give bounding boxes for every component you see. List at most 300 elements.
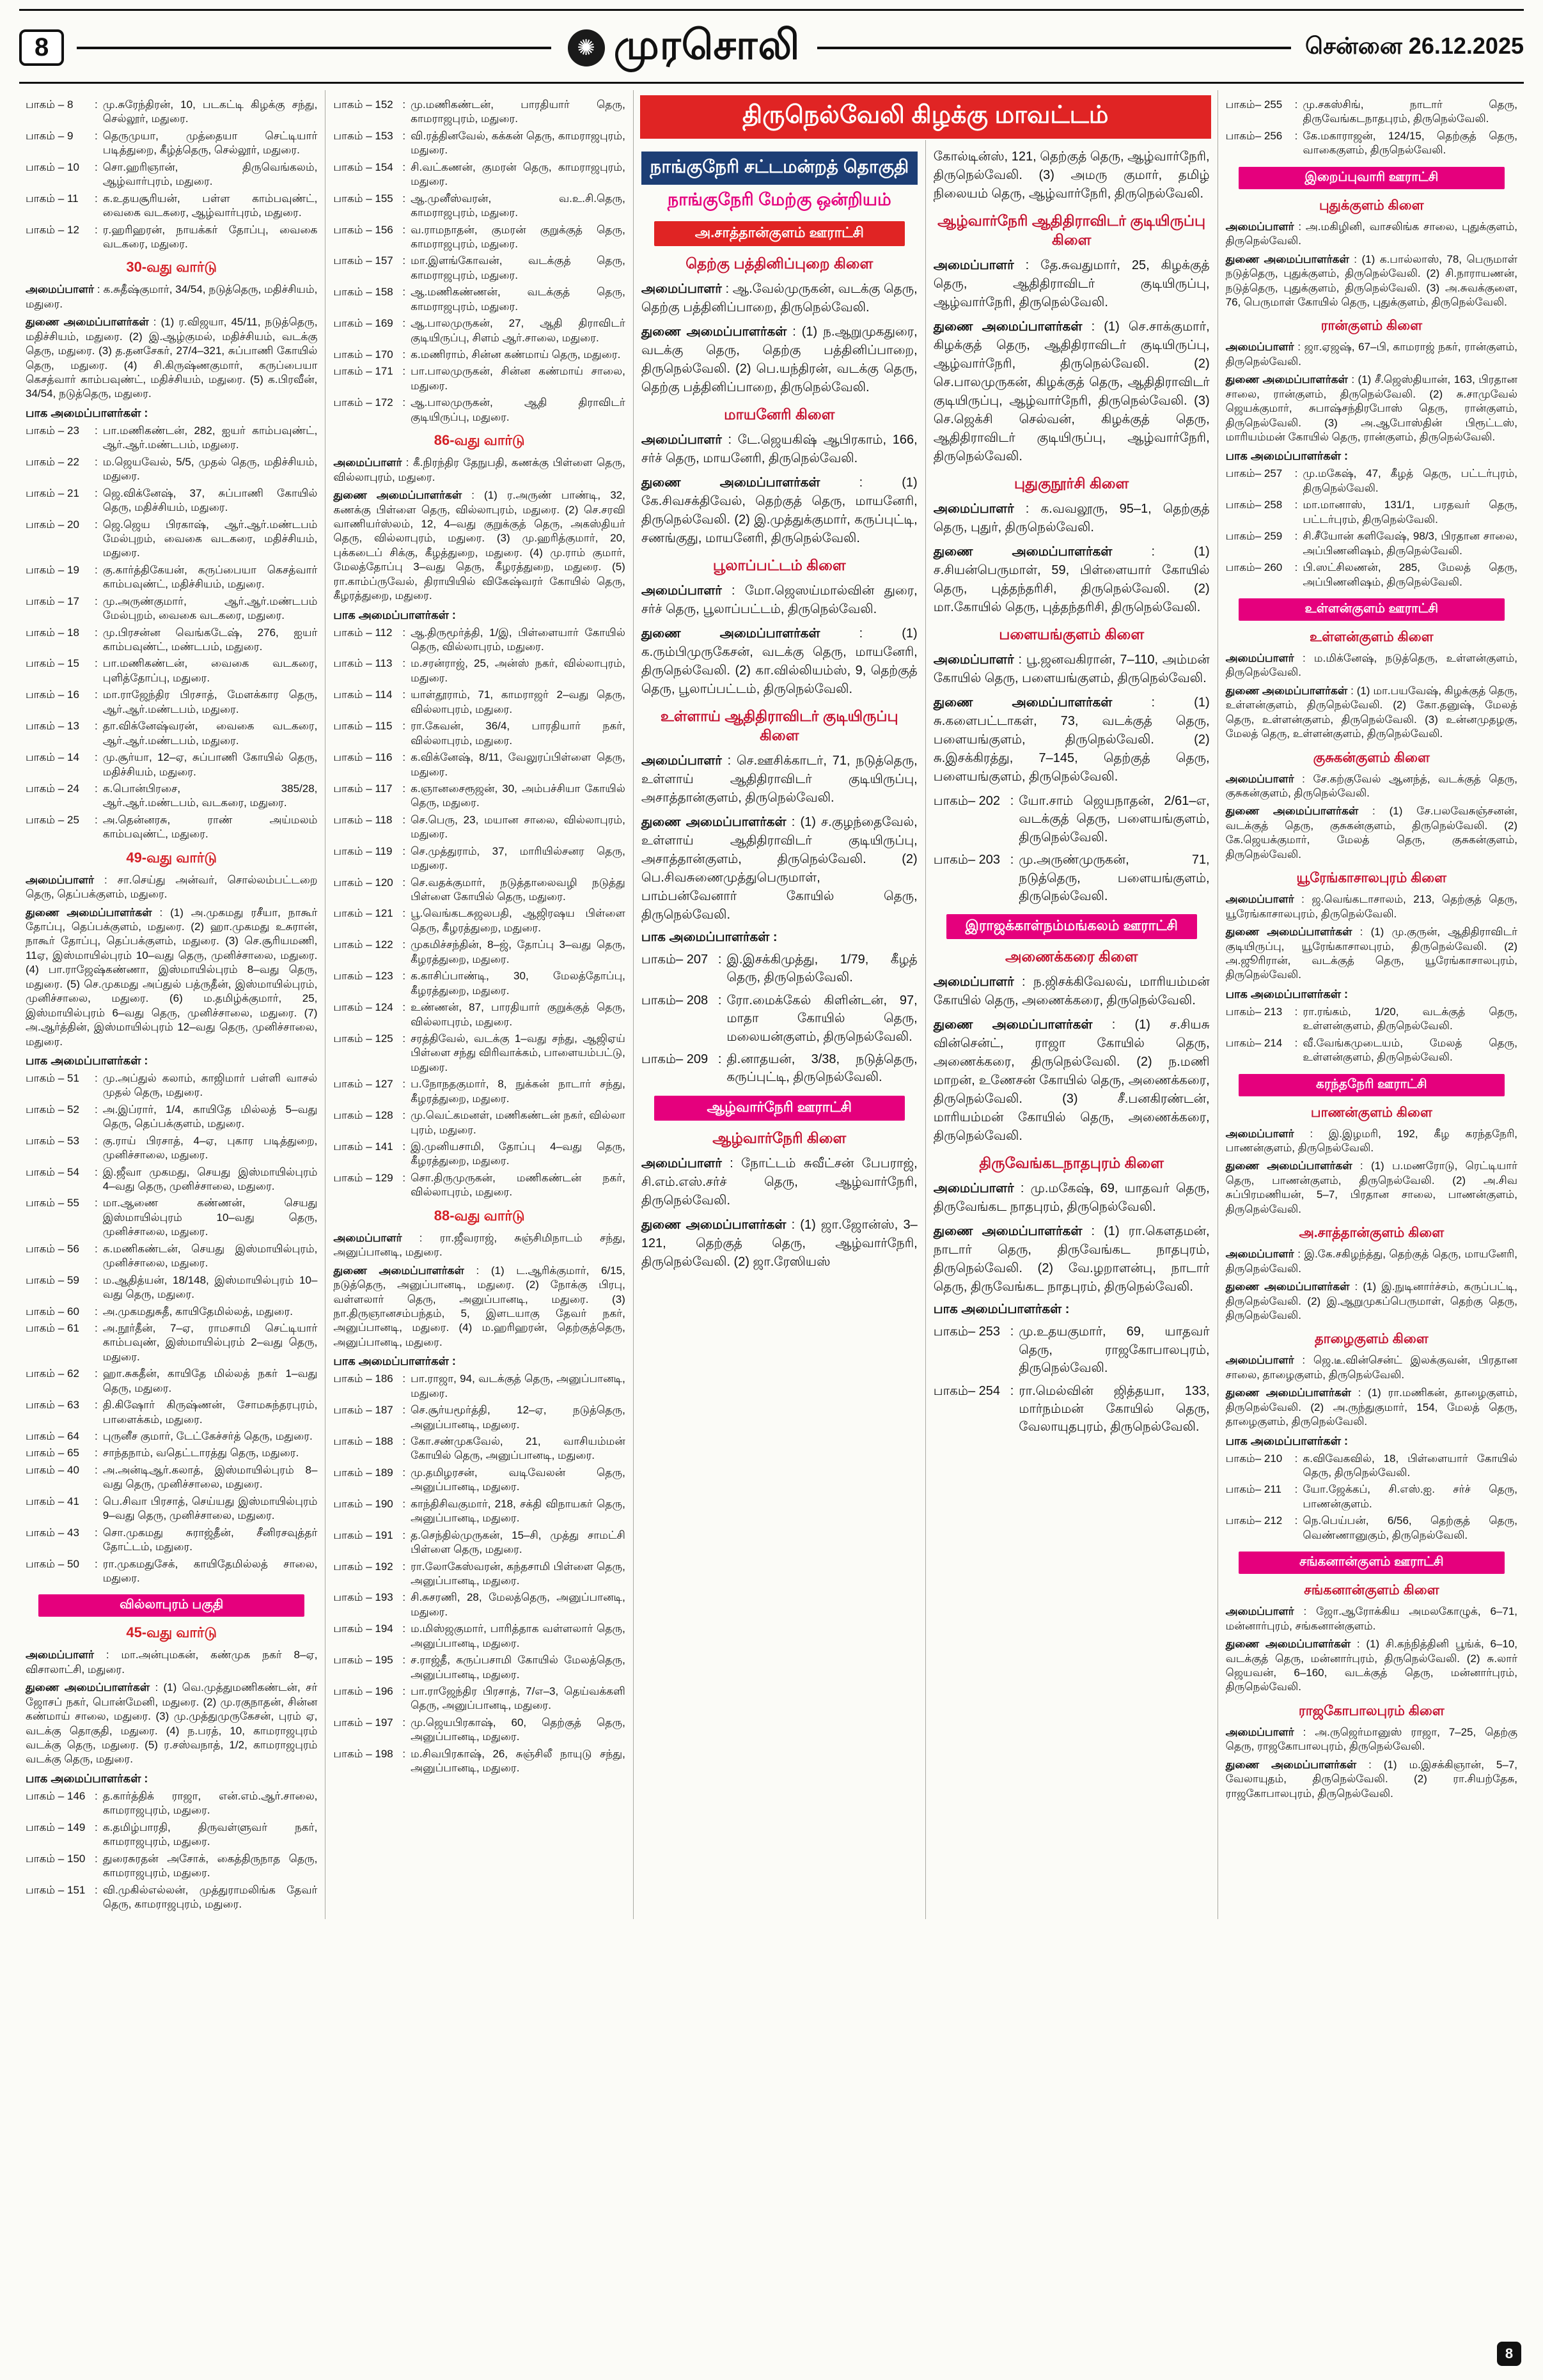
organizer-role-label: அமைப்பாளர் xyxy=(1225,893,1294,906)
header-rule-right xyxy=(817,47,1291,49)
pagam-text: வீ.வேங்கமுடையம், மேலத் தெரு, உள்ளன்குளம், திருநெல்வேலி. xyxy=(1303,1036,1518,1064)
organizer-para: துணை அமைப்பாளர்கள் : (1) ர.விஜயா, 45/11, நடுத்தெரு, மதிச்சியம், மதுரை. (2) இ.ஆழ்குமல், மதிச்சியம், வடக்கு தெரு, மதுரை. (3) த.தனசேகர், 27/4–321, சுப்பாணி கோயில் தெரு, மதுரை. (4) சி.கிருஷ்ணகுமார், கருப்பையா கெசத்வார் காம்பவுண்ட், மதிச்சியம், மதுரை. (5) க.பிரவீன், 34/54, நடுத்தெரு, மதுரை. xyxy=(26,316,318,400)
pagam-text: ஜெ.விக்னேஷ், 37, சுப்பாணி கோயில் தெரு, மதிச்சியம், மதுரை. xyxy=(102,486,318,514)
pagam-text: ஜெ.ஜெய பிரகாஷ், ஆர்.ஆர்.மண்டபம் மேல்புறம், வைகை வடகரை, மதிச்சியம், மதுரை. xyxy=(102,518,318,559)
pagam-text: மு.தமிழரசன், வடிவேலன் தெரு, அனுப்பானடி, மதுரை. xyxy=(411,1466,625,1493)
pagam-entry xyxy=(333,129,625,158)
section-label: பாக அமைப்பாளர்கள் : xyxy=(933,1302,1070,1317)
branch-heading: ஆழ்வார்நேரி கிளை xyxy=(712,1129,847,1146)
organizer-text: (1) க.ரும்பிமுருகேசன், வடக்கு தெரு, மாயனேரி, திருநெல்வேலி. (2) கா.வில்லியம்ஸ், 9, தெற்குத் தெரு, பூலாப்பட்டம், திருநெல்வேலி. xyxy=(641,626,918,696)
pagam-text: துரைசுரதன் அசோக், கைத்திருநாத தெரு, காமராஜபுரம், மதுரை. xyxy=(102,1852,318,1879)
pagam-text: ஆ.பாலமுருகன், ஆதி திராவிடர் குடியிருப்பு, மதுரை. xyxy=(411,396,625,423)
organizer-text: (1) மா.பயவேஷ், கிழக்குத் தெரு, உள்ளன்குளம், திருநெல்வேலி. (2) கோ.தனுஷ், மேலத் தெரு, உள்ளன்குளம், திருநெல்வேலி. (3) உன்னமுதழகு, மேலத் தெரு, உள்ளன்குளம், திருநெல்வேலி. xyxy=(1225,684,1518,740)
pagam-text: செ.சூர்யமூர்த்தி, 12–ஏ, நடுத்தெரு, அனுப்பானடி, மதுரை. xyxy=(411,1404,625,1431)
pagam-number: பாகம்– 254 xyxy=(933,1383,1000,1398)
pagam-entry xyxy=(26,626,317,655)
organizer-para: அமைப்பாளர் : சே.கற்குவேல் ஆனந்த், வடக்குத் தெரு, குசுகன்குளம், திருநெல்வேலி. xyxy=(1225,772,1518,799)
organizer-para: அமைப்பாளர் : பூ.ஜனவகிரான், 7–110, அம்மன் கோயில் தெரு, பளையங்குளம், திருநெல்வேலி. xyxy=(933,653,1210,685)
pagam-colon: : xyxy=(402,1001,406,1014)
pagam-number: பாகம்– 214 xyxy=(1225,1036,1283,1049)
organizer-role-label: அமைப்பாளர் xyxy=(333,1231,402,1244)
organizer-role-label: துணை அமைப்பாளர்கள் xyxy=(641,325,787,339)
organizer-para: அமைப்பாளர் : இ.கே.சகிழந்த்து, தெற்குத் தெரு, மாயனேரி, திருநெல்வேலி. xyxy=(1225,1248,1518,1275)
pagam-entry xyxy=(26,160,317,189)
organizer-text: (1) ர.விஜயா, 45/11, நடுத்தெரு, மதிச்சியம், மதுரை. (2) இ.ஆழ்குமல், மதிச்சியம், வடக்கு தெரு, மதுரை. (3) த.தனசேகர், 27/4–321, சுப்பாணி கோயில் தெரு, மதுரை. (4) சி.கிருஷ்ணகுமார், கருப்பையா கெசத்வார் காம்பவுண்ட், மதிச்சியம், மதுரை. (5) க.பிரவீன், 34/54, நடுத்தெரு, மதுரை. xyxy=(26,316,318,400)
pagam-number: பாகம் – 120 xyxy=(333,876,393,889)
pagam-colon: : xyxy=(95,518,98,531)
pagam-text: காந்திசிவகுமார், 218, சக்தி விநாயகர் தெரு, அனுப்பானடி, மதுரை. xyxy=(411,1497,625,1525)
pagam-text: பூ.வெங்கடசுஜலபதி, ஆஜிரஷய பிள்ளை தெரு, கீழரத்துறை, மதுரை. xyxy=(411,907,625,934)
organizer-role-label: அமைப்பாளர் xyxy=(1225,220,1294,233)
organizer-para: துணை அமைப்பாளர்கள் : (1) மு.குருன், ஆதிதிராவிடர் குடியிருப்பு, யூரேங்காசாலபுரம், திருநெல்வேலி. (2) அ.ஜூரிரான், வடக்குத் தெரு, யூரேங்காசாலபுரம், திருநெல்வேலி. xyxy=(1225,926,1518,981)
pagam-text: ரா.ரங்கம், 1/20, வடக்குத் தெரு, உள்ளன்குளம், திருநெல்வேலி. xyxy=(1303,1005,1518,1032)
panchayat-heading: வில்லாபுரம் பகுதி xyxy=(38,1594,304,1617)
branch-heading: சங்கனான்குளம் கிளை xyxy=(1304,1583,1439,1598)
pagam-colon: : xyxy=(402,254,406,267)
organizer-para: அமைப்பாளர் : இ.இழமரி, 192, கீழ கரந்தநேரி, பாணன்குளம், திருநெல்வேலி. xyxy=(1225,1127,1518,1154)
pagam-entry xyxy=(26,782,317,811)
organizer-para: துணை அமைப்பாளர்கள் : (1) வெ.முத்துமணிகண்டன், சர் ஜோசப் நகர், பொன்மேனி, மதுரை. (2) மு.ரகுநாதன், சின்ன கண்மாய் சாலை, மதுரை. (3) மு.முத்துமுருகேசன், புரம் ஏ, வடக்கு தொகுதி, மதுரை. (4) ந.பரத், 10, காமராஜபுரம் வடக்கு தெரு, மதுரை. (5) ர.சஸ்வநாத், 1/2, காமராஜபுரம் வடக்கு தெரு, மதுரை. xyxy=(26,1681,318,1766)
murasoli-logo-icon: ✺ xyxy=(568,29,605,66)
organizer-text: (1) அ.முகமது ரசீயா, நாகூர் தோப்பு, தெப்பக்குளம், மதுரை. (2) ஹா.முகமது உசுரான், நாகூர் தோப்பு, தெப்பக்குளம், மதுரை. (3) செ.சூரியமணி, 11ஏ, இஸ்மாயில்புரம் 10–வது தெரு, முனிச்சாலை, மதுரை. (4) பா.ராஜேஷ்கண்ணா, இஸ்மாயில்புரம் 8–வது தெரு, மதுரை. (5) செ.முகமது அப்துல் பத்ருதீன், இஸ்மாயில்புரம், முனிச்சாலை, மதுரை. (6) ம.தமிழ்க்குமார், 25, இஸ்மாயில்புரம் 6–வது தெரு, முனிச்சாலை, மதுரை. (7) அ.ஆர்த்தின், இஸ்மாயில்புரம் 12–வது தெரு, முனிச்சாலை, மதுரை. xyxy=(26,906,318,1048)
pagam-colon: : xyxy=(402,782,406,795)
pagam-entry xyxy=(333,1032,625,1075)
organizer-text: (1) சே.பலவேசுஞ்சனன், வடக்குத் தெரு, குசுகன்குளம், திருநெல்வேலி. (2) கே.ஜெயக்குமார், மேலத் தெரு, குசுகன்குளம், திருநெல்வேலி. xyxy=(1225,805,1518,860)
pagam-number: பாகம் – 189 xyxy=(333,1466,393,1479)
pagam-colon: : xyxy=(402,876,406,889)
organizer-text: டே.ஜெயகிஷ் ஆபிரகாம், 166, சர்ச் தெரு, மாயனேரி, திருநெல்வேலி. xyxy=(641,433,918,465)
pagam-colon: : xyxy=(717,953,722,967)
pagam-entry xyxy=(333,1171,625,1200)
pagam-number: பாகம் – 25 xyxy=(26,813,79,826)
pagam-number: பாகம் – 123 xyxy=(333,970,393,983)
pagam-text: த.கார்த்திக் ராஜா, என்.எம்.ஆர்.சாலை, காமராஜபுரம், மதுரை. xyxy=(102,1789,318,1817)
branch-heading: யூரேங்காசாலபுரம் கிளை xyxy=(1296,871,1447,886)
pagam-colon: : xyxy=(95,688,98,701)
organizer-para: அமைப்பாளர் : ஜ.வெங்கடாசாலம், 213, தெற்குத் தெரு, யூரேங்காசாலபுரம், திருநெல்வேலி. xyxy=(1225,893,1518,920)
masthead-title: முரசொலி xyxy=(613,22,801,68)
organizer-para: துணை அமைப்பாளர்கள் : (1) க.பால்லாஸ், 78, பெருமாள் நடுத்தெரு, புதுக்குளம், திருநெல்வேலி. (2) சி.நாராயணன், நடுத்தெரு, புதுக்குளம், திருநெல்வேலி. (3) அ.சுவக்குளை, 76, பெருமாள் கோயில் தெரு, புதுக்குளம், திருநெல்வேலி. xyxy=(1225,253,1518,308)
pagam-colon: : xyxy=(717,993,722,1007)
pagam-number: பாகம் – 53 xyxy=(26,1134,79,1147)
pagam-text: சரத்திவேல், வடக்கு 1–வது சந்து, ஆஜிஏய் பிள்ளை சந்து விரிவாக்கம், பாளையம்பட்டு, மதுரை. xyxy=(411,1032,625,1073)
pagam-number: பாகம் – 196 xyxy=(333,1685,393,1697)
page-number-left: 8 xyxy=(19,29,64,66)
pagam-colon: : xyxy=(402,160,406,173)
section-label: பாக அமைப்பாளர்கள் : xyxy=(26,406,148,419)
pagam-colon: : xyxy=(1010,1383,1014,1398)
page-number-bottom: 8 xyxy=(1497,2342,1521,2366)
pagam-colon: : xyxy=(402,1654,406,1667)
pagam-entry xyxy=(26,1429,317,1443)
pagam-entry xyxy=(1226,129,1517,158)
section-label: பாக அமைப்பாளர்கள் : xyxy=(1225,987,1349,1000)
organizer-role-label: அமைப்பாளர் xyxy=(26,873,95,886)
pagam-number: பாகம்– 210 xyxy=(1225,1452,1283,1465)
organizer-para: துணை அமைப்பாளர்கள் : (1) சீ.ஜெஸ்தியான், 163, பிரதான சாலை, ரான்குளம், திருநெல்வேலி. (2) சு.சாமுவேல் ஜெயக்குமார், சுபாஷ்சந்திரபோஸ் தெரு, ரான்குளம், திருநெல்வேலி. (3) அ.ஆபோஸ்தின் பிரூட்டஸ், மாரியம்மன் கோயில் தெரு, ரான்குளம், திருநெல்வேலி. xyxy=(1225,373,1518,443)
branch-heading: புதுகுநூர்சி கிளை xyxy=(1014,475,1129,492)
pagam-text: செ.வதக்குமார், நடுத்தாலைவழி நடுத்து பிள்ளை கோயில் தெரு, மதுரை. xyxy=(411,876,625,903)
organizer-text: ரா.ஜீவராஜ், சுஞ்சிமிநாடம் சந்து, அனுப்பானடி, மதுரை. xyxy=(333,1231,625,1259)
section-label: பாக அமைப்பாளர்கள் : xyxy=(1225,449,1349,463)
pagam-text: ஆ.திருமூர்த்தி, 1/இ, பிள்ளையார் கோயில் தெரு, வில்லாபுரம், மதுரை. xyxy=(411,626,625,653)
pagam-number: பாகம் – 118 xyxy=(333,813,393,826)
pagam-number: பாகம் – 158 xyxy=(333,286,393,299)
pagam-entry xyxy=(26,1367,317,1396)
organizer-para: துணை அமைப்பாளர்கள் : (1) ம.இசக்கிஞான், 5–7, வேலாயுதம், திருநெல்வேலி. (2) ரா.சியற்தேசு, ராஜகோபாலபுரம், திருநெல்வேலி. xyxy=(1225,1758,1518,1800)
organizer-para: அமைப்பாளர் : சா.செய்து அன்வர், சொல்லம்பட்டறை தெரு, தெப்பக்குளம், மதுரை. xyxy=(26,873,318,901)
pagam-number: பாகம்– 202 xyxy=(933,794,1000,808)
pagam-number: பாகம் – 125 xyxy=(333,1032,393,1045)
pagam-text: ப.நோநதகுமார், 8, நுக்கன் நாடார் சந்து, கீழரத்துறை, மதுரை. xyxy=(411,1078,625,1105)
pagam-entry xyxy=(1226,1482,1517,1511)
pagam-number: பாகம் – 115 xyxy=(333,720,393,733)
organizer-text: ந.ஜிசக்கிவேலவ், மாரியம்மன் கோயில் தெரு, அணைக்கரை, திருநெல்வேலி. xyxy=(933,975,1210,1008)
pagam-entry xyxy=(333,254,625,283)
pagam-text: ர.ஹரிஹரன், நாயக்கர் தோப்பு, வைகை வடகரை, மதுரை. xyxy=(102,223,318,250)
pagam-entry xyxy=(26,486,317,515)
pagam-number: பாகம் – 188 xyxy=(333,1435,393,1447)
pagam-number: பாகம் – 127 xyxy=(333,1078,393,1091)
pagam-entry xyxy=(333,1140,625,1169)
pagam-colon: : xyxy=(95,1305,98,1318)
pagam-entry xyxy=(26,1242,317,1271)
pagam-colon: : xyxy=(402,1622,406,1635)
organizer-para: துணை அமைப்பாளர்கள் : (1) அ.முகமது ரசீயா, நாகூர் தோப்பு, தெப்பக்குளம், மதுரை. (2) ஹா.முகமது உசுரான், நாகூர் தோப்பு, தெப்பக்குளம், மதுரை. (3) செ.சூரியமணி, 11ஏ, இஸ்மாயில்புரம் 10–வது தெரு, முனிச்சாலை, மதுரை. (4) பா.ராஜேஷ்கண்ணா, இஸ்மாயில்புரம் 8–வது தெரு, மதுரை. (5) செ.முகமது அப்துல் பத்ருதீன், இஸ்மாயில்புரம், முனிச்சாலை, மதுரை. (6) ம.தமிழ்க்குமார், 25, இஸ்மாயில்புரம் 6–வது தெரு, முனிச்சாலை, மதுரை. (7) அ.ஆர்த்தின், இஸ்மாயில்புரம் 12–வது தெரு, முனிச்சாலை, மதுரை. xyxy=(26,906,318,1048)
pagam-number: பாகம் – 197 xyxy=(333,1716,393,1729)
pagam-number: பாகம் – 116 xyxy=(333,751,393,764)
pagam-entry xyxy=(26,751,317,779)
panchayat-heading: இறைப்புவாரி ஊராட்சி xyxy=(1239,167,1505,189)
pagam-number: பாகம் – 153 xyxy=(333,129,393,142)
pagam-text: த.செந்தில்முருகன், 15–சி, முத்து சாமட்சி பிள்ளை தெரு, மதுரை. xyxy=(411,1528,625,1556)
pagam-number: பாகம் – 193 xyxy=(333,1591,393,1604)
pagam-colon: : xyxy=(402,1528,406,1541)
pagam-entry xyxy=(26,1526,317,1555)
pagam-entry xyxy=(26,1305,317,1319)
pagam-colon: : xyxy=(402,1716,406,1729)
organizer-role-label: துணை அமைப்பாளர்கள் xyxy=(933,320,1083,334)
pagam-colon: : xyxy=(402,192,406,205)
pagam-entry xyxy=(333,364,625,393)
pagam-text: சொ.ஹரிஞான், திருவெங்கலம், ஆழ்வார்புரம், மதுரை. xyxy=(102,160,318,188)
organizer-para: துணை அமைப்பாளர்கள் : (1) ந.ஆறுமுகதுரை, வடக்கு தெரு, தெற்கு பத்தினிப்பாறை, திருநெல்வேலி. (2) பெ.யந்திரன், வடக்கு தெரு, தெற்கு பத்தினிப்பாறை, திருநெல்வேலி. xyxy=(641,325,918,394)
branch-heading: அணைக்கரை கிளை xyxy=(1005,948,1138,965)
organizer-text: (1) சீ.ஜெஸ்தியான், 163, பிரதான சாலை, ரான்குளம், திருநெல்வேலி. (2) சு.சாமுவேல் ஜெயக்குமார், சுபாஷ்சந்திரபோஸ் தெரு, ரான்குளம், திருநெல்வேலி. (3) அ.ஆபோஸ்தின் பிரூட்டஸ், மாரியம்மன் கோயில் தெரு, ரான்குளம், திருநெல்வேலி. xyxy=(1225,373,1518,443)
ward-heading: 86-வது வார்டு xyxy=(434,432,525,449)
pagam-entry xyxy=(26,424,317,453)
pagam-number: பாகம் – 15 xyxy=(26,657,79,670)
organizer-role-label: அமைப்பாளர் xyxy=(641,584,722,598)
organizer-para: துணை அமைப்பாளர்கள் : (1) ச.சியன்பெருமாள், 59, பிள்ளையார் கோயில் தெரு, புத்தந்தரிசி, திருநெல்வேலி. (2) மா.கோயில் தெரு, புத்தந்தரிசி, திருநெல்வேலி. xyxy=(933,545,1210,614)
organizer-role-label: துணை அமைப்பாளர்கள் xyxy=(26,316,149,329)
organizer-role-label: துணை அமைப்பாளர்கள் xyxy=(1225,373,1348,386)
organizer-para: துணை அமைப்பாளர்கள் : (1) ரா.கௌதமன், நாடார் தெரு, திருவேங்கட நாதபுரம், திருநெல்வேலி. (2) வே.ழறாளன்பு, நாடார் தெரு, திருவேங்கட நாதபுரம், திருநெல்வேலி. xyxy=(933,1224,1210,1295)
header-bottom-rule xyxy=(19,82,1524,84)
pagam-colon: : xyxy=(402,1171,406,1184)
pagam-text: மு.அருண்முருகன், 71, நடுத்தெரு, பளையங்குளம், திருநெல்வேலி. xyxy=(1019,853,1210,903)
pagam-number: பாகம் – 155 xyxy=(333,192,393,205)
pagam-colon: : xyxy=(402,1404,406,1417)
pagam-number: பாகம் – 191 xyxy=(333,1528,393,1541)
pagam-entry xyxy=(333,844,625,873)
pagam-entry xyxy=(26,595,317,623)
pagam-entry xyxy=(934,792,1210,846)
pagam-number: பாகம் – 64 xyxy=(26,1430,79,1442)
pagam-text: ம.மிஸ்ஜகுமார், பாரித்தாக வள்ளலார் தெரு, அனுப்பானடி, மதுரை. xyxy=(411,1622,625,1649)
pagam-colon: : xyxy=(402,1109,406,1122)
organizer-para: அமைப்பாளர் : தே.சுவதுமார், 25, கிழக்குத் தெரு, ஆதிதிராவிடர் குடியிருப்பு, ஆழ்வார்நேரி, திருநெல்வேலி. xyxy=(933,258,1210,309)
organizer-para: துணை அமைப்பாளர்கள் : (1) ச.குழந்தைவேல், உள்ளாய் ஆதிதிராவிடர் குடியிருப்பு, அசாத்தான்குளம், திருநெல்வேலி. (2) பெ.சிவசுணைமுத்துபெருமாள், பாம்பன்வேனார் கோயில் தெரு, திருநெல்வேலி. xyxy=(641,815,918,922)
pagam-text: க.ஞானசைரூஜன், 30, அம்பச்சியா கோயில் தெரு, மதுரை. xyxy=(411,782,625,809)
pagam-entry xyxy=(26,657,317,685)
pagam-number: பாகம் – 150 xyxy=(26,1852,86,1865)
organizer-para: அமைப்பாளர் : ஜெ.டீ.வின்சென்ட் இலக்குவன், பிரதான சாலை, தாழைகுளம், திருநெல்வேலி. xyxy=(1225,1354,1518,1381)
branch-heading: பூலாப்பட்டம் கிளை xyxy=(712,557,846,573)
pagam-text: க.விக்னேஷ், 8/11, வேலுரப்பிள்ளை தெரு, மதுரை. xyxy=(411,751,625,778)
pagam-text: ச.ராஜ்தீ, கருப்பசாமி கோயில் மேலத்தெரு, அனுப்பானடி, மதுரை. xyxy=(411,1654,625,1681)
pagam-text: யோ.ஜேக்கப், சி.எஸ்.ஐ. சர்ச் தெரு, பாணன்குளம். xyxy=(1303,1483,1518,1510)
pagam-colon: : xyxy=(402,657,406,670)
pagam-colon: : xyxy=(1294,1036,1298,1049)
pagam-text: ரோ.மைக்கேல் கிளின்டன், 97, மாதா கோயில் தெரு, மலையன்குளம், திருநெல்வேலி. xyxy=(726,993,918,1044)
pagam-entry xyxy=(26,563,317,592)
pagam-text: யாள்தூராம், 71, காமராஜர் 2–வது தெரு, வில்லாபுரம், மதுரை. xyxy=(411,688,625,715)
panchayat-heading: சங்கனான்குளம் ஊராட்சி xyxy=(1239,1552,1505,1574)
pagam-number: பாகம் – 156 xyxy=(333,223,393,236)
pagam-number: பாகம் – 10 xyxy=(26,160,79,173)
pagam-text: சி.வட்கணன், குமரன் தெரு, காமராஜபுரம், மதுரை. xyxy=(411,160,625,188)
organizer-para: அமைப்பாளர் : செ.ஊசிக்காடர், 71, நடுத்தெரு, உள்ளாய் ஆதிதிராவிடர் குடியிருப்பு, அசாத்தான்குளம், திருநெல்வேலி. xyxy=(641,754,918,805)
pagam-colon: : xyxy=(95,1430,98,1442)
pagam-colon: : xyxy=(402,1591,406,1604)
pagam-text: தி.னாதயன், 3/38, நடுத்தெரு, கருப்புட்டி, திருநெல்வேலி. xyxy=(726,1052,918,1085)
pagam-number: பாகம் – 11 xyxy=(26,192,79,205)
pagam-entry xyxy=(26,1165,317,1194)
organizer-text: (1) ர.அருண் பாண்டி, 32, கணக்கு பிள்ளை தெரு, வில்லாபுரம், மதுரை. (2) செ.சரவி வாணியர்ஸ்லம், 12, 4–வது குறுக்குத் தெரு, அகஸ்தியர் தெரு, வில்லாபுரம், மதுரை. (3) மு.ஹரித்குமார், 20, புக்கடைப் சிக்கு, கீழத்துறை, மதுரை. (4) மு.ராம் குமார், மேலத்தோப்பு 3–வது தெரு, கீழரத்துறை, மதுரை. (5) ரா.காம்ப்ருவேல், திராயியில் விகேஷ்வரர் கோயில் தெரு, கீழரத்துறை, மதுரை. xyxy=(333,489,625,602)
section-label: பாக அமைப்பாளர்கள் : xyxy=(26,1771,148,1785)
pagam-text: இ.ஜீவா முகமது, செயது இஸ்மாயில்புரம் 4–வது தெரு, முனிச்சாலை, மதுரை. xyxy=(102,1165,318,1192)
organizer-para: அமைப்பாளர் : மா.அன்புமகன், கண்முக நகர் 8–ஏ, விசாலாட்சி, மதுரை. xyxy=(26,1649,318,1676)
pagam-number: பாகம் – 65 xyxy=(26,1447,79,1459)
organizer-text: (1) ச.குழந்தைவேல், உள்ளாய் ஆதிதிராவிடர் குடியிருப்பு, அசாத்தான்குளம், திருநெல்வேலி. (2) பெ.சிவசுணைமுத்துபெருமாள், பாம்பன்வேனார் கோயில் தெரு, திருநெல்வேலி. xyxy=(641,815,918,922)
organizer-role-label: துணை அமைப்பாளர்கள் xyxy=(333,489,462,502)
pagam-text: ம.சிவபிரகாஷ், 26, சுஞ்சிலீ நாயுடு சந்து, அனுப்பானடி, மதுரை. xyxy=(411,1747,625,1775)
pagam-colon: : xyxy=(1294,1514,1298,1527)
column-2 xyxy=(325,90,633,1919)
branch-heading: உள்ளாய் ஆதிதிராவிடர் குடியிருப்பு கிளை xyxy=(660,708,898,743)
pagam-text: க.காசிப்பாண்டி, 30, மேலத்தோப்பு, கீழரத்துறை, மதுரை. xyxy=(411,970,625,997)
organizer-role-label: துணை அமைப்பாளர்கள் xyxy=(333,1264,464,1277)
pagam-colon: : xyxy=(95,1557,98,1570)
pagam-colon: : xyxy=(1294,129,1298,142)
pagam-colon: : xyxy=(95,424,98,437)
organizer-text: (1) சி.கந்நித்தினி பூங்க், 6–10, வடக்குத் தெரு, மன்னார்புரம், திருநெல்வேலி. (2) சு.லார் ஜெயவன், 6–160, வடக்குத் தெரு, மன்னார்புரம், திருநெல்வேலி. xyxy=(1225,1638,1518,1693)
organizer-role-label: அமைப்பாளர் xyxy=(933,975,1014,990)
pagam-colon: : xyxy=(95,813,98,826)
pagam-entry xyxy=(333,98,625,127)
branch-heading: புதுக்குளம் கிளை xyxy=(1319,198,1424,213)
pagam-text: மு.சகஸ்சிங், நாடார் தெரு, திருவேங்கடநாதபுரம், திருநெல்வேலி. xyxy=(1303,98,1518,125)
district-section xyxy=(634,90,1218,1919)
pagam-number: பாகம் – 14 xyxy=(26,751,79,764)
pagam-colon: : xyxy=(95,1399,98,1412)
pagam-number: பாகம் – 154 xyxy=(333,160,393,173)
organizer-para: அமைப்பாளர் : கீ.நிரந்திர தேநுபதி, கணக்கு பிள்ளை தெரு, வில்லாபுரம், மதுரை. xyxy=(333,456,625,483)
pagam-number: பாகம் – 24 xyxy=(26,782,79,795)
pagam-number: பாகம் – 146 xyxy=(26,1789,86,1802)
organizer-para: துணை அமைப்பாளர்கள் : (1) செ.சாக்குமார், கிழக்குத் தெரு, ஆதிதிராவிடர் குடியிருப்பு, ஆழ்வார்நேரி, திருநெல்வேலி. (2) செ.பாலமுருகன், கிழக்குத் தெரு, ஆதிதிராவிடர் குடியிருப்பு, ஆழ்வார்நேரி, திருநெல்வேலி. (3) செ.ஜெக்சி செல்வன், கிழக்குத் தெரு, ஆதிதிராவிடர் குடியிருப்பு, ஆழ்வார்நேரி, திருநெல்வேலி. xyxy=(933,320,1210,463)
pagam-entry xyxy=(333,688,625,717)
pagam-number: பாகம் – 18 xyxy=(26,626,79,639)
pagam-text: கு.கார்த்திகேயன், கருப்பையா கெசத்வார் காம்பவுண்ட், மதிச்சியம், மதுரை. xyxy=(102,563,318,591)
organizer-text: செ.ஊசிக்காடர், 71, நடுத்தெரு, உள்ளாய் ஆதிதிராவிடர் குடியிருப்பு, அசாத்தான்குளம், திருநெல்வேலி. xyxy=(641,754,918,805)
pagam-entry xyxy=(641,951,918,987)
pagam-number: பாகம் – 60 xyxy=(26,1305,79,1318)
pagam-entry xyxy=(333,192,625,221)
pagam-entry xyxy=(333,1684,625,1713)
organizer-para: அமைப்பாளர் : ஜா.ஏஜஷ், 67–பி, காமராஜ் நகர், ரான்குளம், திருநெல்வேலி. xyxy=(1225,341,1518,368)
union-title: நாங்குநேரி மேற்கு ஒன்றியம் xyxy=(667,190,891,209)
pagam-number: பாகம் – 16 xyxy=(26,688,79,701)
pagam-number: பாகம் – 55 xyxy=(26,1197,79,1209)
pagam-colon: : xyxy=(95,1071,98,1084)
pagam-entry xyxy=(1226,1452,1517,1481)
pagam-colon: : xyxy=(95,751,98,764)
pagam-entry xyxy=(26,1273,317,1302)
pagam-text: யோ.சாம் ஜெயநாதன், 2/61–எ, வடக்குத் தெரு, பளையங்குளம், திருநெல்வேலி. xyxy=(1019,794,1210,844)
organizer-role-label: துணை அமைப்பாளர்கள் xyxy=(26,1681,150,1694)
pagam-text: அ.நூர்தீன், 7–ஏ, ராமசாமி செட்டியார் காம்பவுண், இஸ்மாயில்புரம் 2–வது தெரு, மதுரை. xyxy=(102,1321,318,1363)
organizer-para: துணை அமைப்பாளர்கள் : (1) சே.பலவேசுஞ்சனன், வடக்குத் தெரு, குசுகன்குளம், திருநெல்வேலி. (2) கே.ஜெயக்குமார், மேலத் தெரு, குசுகன்குளம், திருநெல்வேலி. xyxy=(1225,805,1518,860)
organizer-role-label: துணை அமைப்பாளர்கள் xyxy=(641,815,787,829)
pagam-colon: : xyxy=(402,1032,406,1045)
pagam-entry xyxy=(26,1495,317,1523)
organizer-text: மு.மகேஷ், 69, யாதவர் தெரு, திருவேங்கட நாதபுரம், திருநெல்வேலி. xyxy=(933,1181,1210,1215)
pagam-colon: : xyxy=(402,938,406,951)
pagam-text: வ.ராமநாதன், குமரன் குறுக்குத் தெரு, காமராஜபுரம், மதுரை. xyxy=(411,223,625,250)
pagam-colon: : xyxy=(402,1078,406,1091)
pagam-text: ஆ.முனீஸ்வரன், வ.உ.சி.தெரு, காமராஜபுரம், மதுரை. xyxy=(411,192,625,219)
pagam-colon: : xyxy=(95,1321,98,1334)
pagam-colon: : xyxy=(1294,1452,1298,1465)
pagam-number: பாகம் – 128 xyxy=(333,1109,393,1122)
pagam-number: பாகம் – 198 xyxy=(333,1747,393,1760)
organizer-para: துணை அமைப்பாளர்கள் : (1) சி.கந்நித்தினி பூங்க், 6–10, வடக்குத் தெரு, மன்னார்புரம், திருநெல்வேலி. (2) சு.லார் ஜெயவன், 6–160, வடக்குத் தெரு, மன்னார்புரம், திருநெல்வேலி. xyxy=(1225,1638,1518,1693)
organizer-text: (1) ப.மணரோடு, ரெட்டியார் தெரு, பாணன்குளம், திருநெல்வேலி. (2) அ.சிவ சுப்பிரமணியன், 5–7, பிரதான சாலை, பாணன்குளம், திருநெல்வேலி. xyxy=(1225,1160,1518,1215)
organizer-text: இ.கே.சகிழந்த்து, தெற்குத் தெரு, மாயனேரி, திருநெல்வேலி. xyxy=(1225,1248,1518,1275)
organizer-role-label: துணை அமைப்பாளர்கள் xyxy=(1225,253,1349,265)
organizer-text: (1) கே.சிவசக்திவேல், தெற்குத் தெரு, மாயனேரி, திருநெல்வேலி. (2) இ.முத்துக்குமார், கருப்புட்டி, சணங்குது, மாயனேரி, திருநெல்வேலி. xyxy=(641,476,918,545)
pagam-colon: : xyxy=(95,595,98,607)
pagam-number: பாகம்– 209 xyxy=(641,1052,709,1066)
pagam-entry xyxy=(1226,98,1517,127)
pagam-number: பாகம் – 141 xyxy=(333,1140,393,1153)
organizer-role-label: துணை அமைப்பாளர்கள் xyxy=(1225,1638,1351,1651)
branch-heading: மாயனேரி கிளை xyxy=(724,406,835,423)
organizer-role-label: அமைப்பாளர் xyxy=(1225,1354,1294,1367)
pagam-text: ம.ஜெயவேல், 5/5, முதல் தெரு, மதிச்சியம், மதுரை. xyxy=(102,455,318,483)
pagam-entry xyxy=(26,1463,317,1492)
pagam-number: பாகம் – 190 xyxy=(333,1497,393,1510)
pagam-text: பா.பாலமுருகன், சின்ன கண்மாய் சாலை, மதுரை. xyxy=(411,365,625,392)
pagam-number: பாகம் – 169 xyxy=(333,317,393,330)
pagam-text: பா.மணிகண்டன், 282, ஐயர் காம்பவுண்ட், ஆர்.ஆர்.மண்டபம், மதுரை. xyxy=(102,424,318,451)
pagam-entry xyxy=(26,518,317,561)
pagam-number: பாகம் – 119 xyxy=(333,844,393,857)
pagam-colon: : xyxy=(1294,1005,1298,1018)
pagam-colon: : xyxy=(402,1466,406,1479)
organizer-text: (1) செ.சாக்குமார், கிழக்குத் தெரு, ஆதிதிராவிடர் குடியிருப்பு, ஆழ்வார்நேரி, திருநெல்வேலி. (2) செ.பாலமுருகன், கிழக்குத் தெரு, ஆதிதிராவிடர் குடியிருப்பு, ஆழ்வார்நேரி, திருநெல்வேலி. (3) செ.ஜெக்சி செல்வன், கிழக்குத் தெரு, ஆதிதிராவிடர் குடியிருப்பு, ஆழ்வார்நேரி, திருநெல்வேலி. xyxy=(933,320,1210,463)
pagam-entry xyxy=(26,1789,317,1818)
organizer-role-label: அமைப்பாளர் xyxy=(26,1649,95,1661)
pagam-number: பாகம் – 40 xyxy=(26,1463,79,1476)
section-label: பாக அமைப்பாளர்கள் : xyxy=(26,1054,148,1067)
pagam-colon: : xyxy=(1294,530,1298,543)
pagam-colon: : xyxy=(402,129,406,142)
pagam-colon: : xyxy=(402,1435,406,1447)
pagam-colon: : xyxy=(1010,853,1014,867)
branch-heading: ரான்குளம் கிளை xyxy=(1320,318,1423,334)
pagam-text: இ.முனியசாமி, தோப்பு 4–வது தெரு, கீழரத்துறை, மதுரை. xyxy=(411,1140,625,1167)
pagam-text: முகமிச்சந்தின், 8–ஜ், தோப்பு 3–வது தெரு, கீழரத்துறை, மதுரை. xyxy=(411,938,625,965)
pagam-text: மு.மகேஷ், 47, கீழத் தெரு, பட்டர்புரம், திருநெல்வேலி. xyxy=(1303,467,1518,494)
pagam-colon: : xyxy=(402,1140,406,1153)
pagam-text: மா.ராஜேந்திர பிரசாத், மேளக்கார தெரு, ஆர்.ஆர்.மண்டபம், மதுரை. xyxy=(102,688,318,715)
pagam-number: பாகம் – 129 xyxy=(333,1171,393,1184)
organizer-role-label: அமைப்பாளர் xyxy=(641,754,722,768)
pagam-text: மா.மானாஸ், 131/1, பரதவர் தெரு, பட்டர்புரம், திருநெல்வேலி. xyxy=(1303,499,1518,525)
organizer-text: க.சுதீஷ்குமார், 34/54, நடுத்தெரு, மதிச்சியம், மதுரை. xyxy=(26,283,318,310)
pagam-number: பாகம் – 19 xyxy=(26,563,79,576)
pagam-text: செ.முத்துராம், 37, மாரியில்சனர தெரு, மதுரை. xyxy=(411,844,625,872)
pagam-colon: : xyxy=(95,1852,98,1865)
pagam-number: பாகம் – 59 xyxy=(26,1273,79,1286)
pagam-colon: : xyxy=(95,192,98,205)
pagam-colon: : xyxy=(402,365,406,378)
header-rule-left xyxy=(77,47,551,49)
pagam-text: ரா.மெல்வின் ஜித்தயா, 133, மார்நம்மன் கோயில் தெரு, வேலாயுதபுரம், திருநெல்வேலி. xyxy=(1019,1383,1210,1435)
pagam-colon: : xyxy=(1294,499,1298,511)
pagam-entry xyxy=(1226,1005,1517,1034)
pagam-colon: : xyxy=(402,1560,406,1573)
pagam-entry xyxy=(1226,467,1517,495)
pagam-text: அ.இப்ரார், 1/4, காயிதே மில்லத் 5–வது தெரு, தெப்பக்குளம், மதுரை. xyxy=(102,1103,318,1130)
pagam-colon: : xyxy=(402,907,406,920)
branch-heading: ஆழ்வார்நேரி ஆதிதிராவிடர் குடியிருப்பு கிளை xyxy=(937,212,1206,248)
constituency-banner: நாங்குநேரி சட்டமன்றத் தொகுதி xyxy=(641,152,918,185)
pagam-number: பாகம் – 113 xyxy=(333,657,393,670)
ward-heading: 30-வது வார்டு xyxy=(126,259,217,276)
pagam-text: மு.பிரசன்ன வெங்கடேஷ், 276, ஐயர் காம்பவுண்ட், மண்டபம், மதுரை. xyxy=(102,626,318,653)
ward-heading: 45-வது வார்டு xyxy=(126,1624,217,1641)
organizer-para: அமைப்பாளர் : ந.ஜிசக்கிவேலவ், மாரியம்மன் கோயில் தெரு, அணைக்கரை, திருநெல்வேலி. xyxy=(933,975,1210,1008)
organizer-role-label: துணை அமைப்பாளர்கள் xyxy=(1225,805,1359,818)
pagam-colon: : xyxy=(95,1495,98,1507)
pagam-entry xyxy=(26,1821,317,1849)
organizer-text: (1) வெ.முத்துமணிகண்டன், சர் ஜோசப் நகர், பொன்மேனி, மதுரை. (2) மு.ரகுநாதன், சின்ன கண்மாய் சாலை, மதுரை. (3) மு.முத்துமுருகேசன், புரம் ஏ, வடக்கு தொகுதி, மதுரை. (4) ந.பரத், 10, காமராஜபுரம் வடக்கு தெரு, மதுரை. (5) ர.சஸ்வநாத், 1/2, காமராஜபுரம் வடக்கு தெரு, மதுரை. xyxy=(26,1681,318,1766)
page-content xyxy=(0,88,1543,1945)
panchayat-heading: இராஜக்காள்நம்மங்கலம் ஊராட்சி xyxy=(946,914,1197,939)
organizer-para: துணை அமைப்பாளர்கள் : (1) ர.அருண் பாண்டி, 32, கணக்கு பிள்ளை தெரு, வில்லாபுரம், மதுரை. (2) செ.சரவி வாணியர்ஸ்லம், 12, 4–வது குறுக்குத் தெரு, அகஸ்தியர் தெரு, வில்லாபுரம், மதுரை. (3) மு.ஹரித்குமார், 20, புக்கடைப் சிக்கு, கீழத்துறை, மதுரை. (4) மு.ராம் குமார், மேலத்தோப்பு 3–வது தெரு, கீழரத்துறை, மதுரை. (5) ரா.காம்ப்ருவேல், திராயியில் விகேஷ்வரர் கோயில் தெரு, கீழரத்துறை, மதுரை. xyxy=(333,489,625,602)
pagam-text: பெ.சிவா பிரசாத், செய்யது இஸ்மாயில்புரம் 9–வது தெரு, முனிச்சாலை, மதுரை. xyxy=(102,1495,318,1522)
organizer-role-label: அமைப்பாளர் xyxy=(641,282,722,296)
pagam-entry xyxy=(26,1557,317,1586)
pagam-entry xyxy=(26,1852,317,1881)
pagam-entry xyxy=(641,1050,918,1087)
organizer-role-label: அமைப்பாளர் xyxy=(933,1181,1014,1196)
pagam-number: பாகம் – 54 xyxy=(26,1165,79,1178)
